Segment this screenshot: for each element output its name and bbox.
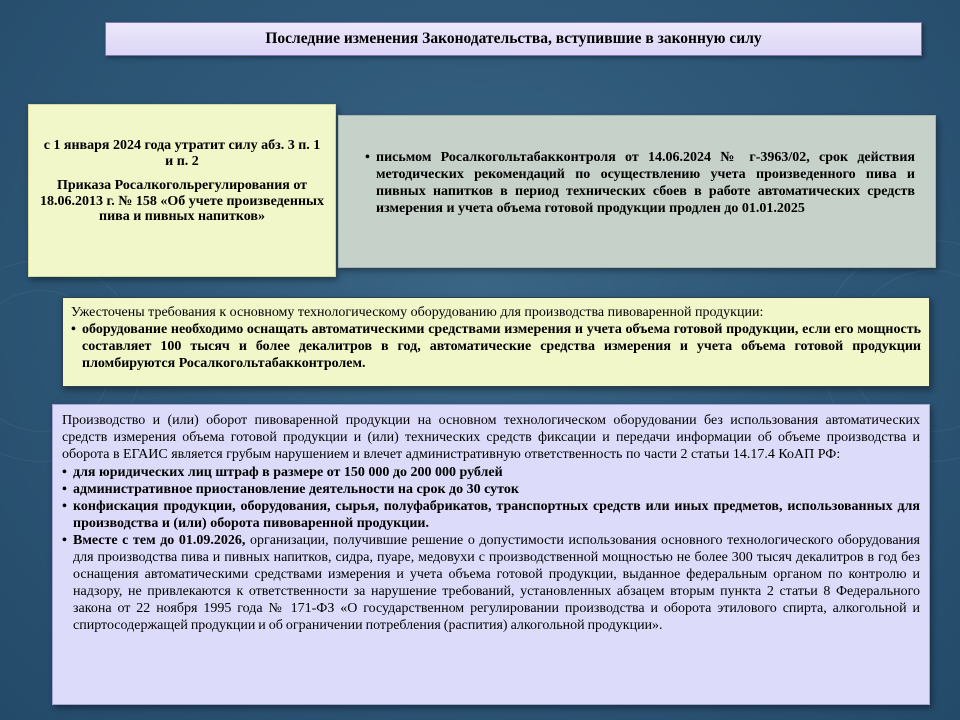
mid-note-box — [62, 297, 930, 387]
mid-note-text: оборудование необходимо оснащать автоматическими средствами измерения и учета объема готовой продукции, если его мощность составляет 100 тысяч и более декалитров в год, автоматические средства измерения и учета объема готовой продукции пломбируются Росалкогольтабакконтролем. — [82, 322, 921, 371]
mid-note-heading: Ужесточены требования к основному технологическому оборудованию для производства пивоваренной продукции: — [71, 305, 764, 320]
bullet-icon: • — [62, 499, 67, 514]
bottom-note-item-suspension — [62, 481, 920, 498]
mid-note-bullet-item — [71, 321, 921, 372]
bullet-icon: • — [62, 533, 67, 548]
bullet-icon: • — [62, 465, 67, 480]
bottom-note-item3-text: конфискация продукции, оборудования, сырья, полуфабрикатов, транспортных средств или иных предметов, использованных для производства и (или) оборота пивоваренной продукции. — [73, 499, 920, 531]
left-note-line1: с 1 января 2024 года утратит силу абз. 3 п. 1 и п. 2 — [43, 138, 321, 169]
bullet-icon: • — [71, 322, 76, 337]
bottom-note-item4 — [73, 532, 920, 634]
slide-title-text: Последние изменения Законодательства, вступившие в законную силу — [265, 30, 762, 47]
right-note-box — [338, 115, 936, 268]
bullet-icon: • — [365, 150, 370, 165]
left-note-line2: Приказа Росалкогольрегулирования от 18.06.2013 г. № 158 «Об учете произведенных пива и пивных напитков» — [40, 178, 324, 224]
bottom-note-item-exemption — [62, 532, 920, 634]
right-note-text: письмом Росалкогольтабакконтроля от 14.06.2024 № г-3963/02, срок действия методических рекомендаций по осуществлению учета произведенного пива и пивных напитков в период технических сбоев в работе автоматических средств измерения и учета объема готовой продукции продлен до 01.01.2025 — [376, 150, 915, 216]
bottom-note-item4-rest: организации, получившие решение о допустимости использования основного технологического оборудования для производства пива и пивных напитков, сидра, пуаре, медовухи с производственной мощностью не более 300 тысяч декалитров в год без оснащения автоматическими средствами измерения и учета объема готовой продукции, выданное федеральным органом по контролю и надзору, не привлекаются к ответственности за нарушение требований, установленных абзацем вторым пункта 2 статьи 8 Федерального закона от 22 ноября 1995 года № 171-ФЗ «О государственном регулировании производства и оборота этилового спирта, алкогольной и спиртосодержащей продукции и об ограничении потребления (распития) алкогольной продукции». — [73, 533, 920, 633]
left-note-box — [28, 104, 336, 277]
bottom-note-item2-text: административное приостановление деятельности на срок до 30 суток — [73, 482, 519, 497]
slide-title — [105, 22, 922, 56]
bottom-note-item4-bold: Вместе с тем до 01.09.2026, — [73, 533, 246, 548]
bullet-icon: • — [62, 482, 67, 497]
bottom-note-item-fine — [62, 464, 920, 481]
bottom-note-item1-text: для юридических лиц штраф в размере от 150 000 до 200 000 рублей — [73, 465, 503, 480]
bottom-note-item-confiscation — [62, 498, 920, 532]
bottom-note-intro: Производство и (или) оборот пивоваренной продукции на основном технологическом оборудовании без использования автоматических средств измерения объема готовой продукции и (или) технических средств фиксации и передачи информации об объеме производства и оборота в ЕГАИС является грубым нарушением и влечет административную ответственность по части 2 статьи 14.17.4 КоАП РФ: — [62, 413, 920, 462]
bottom-note-box — [52, 404, 930, 705]
right-note-bullet-item — [365, 149, 915, 217]
